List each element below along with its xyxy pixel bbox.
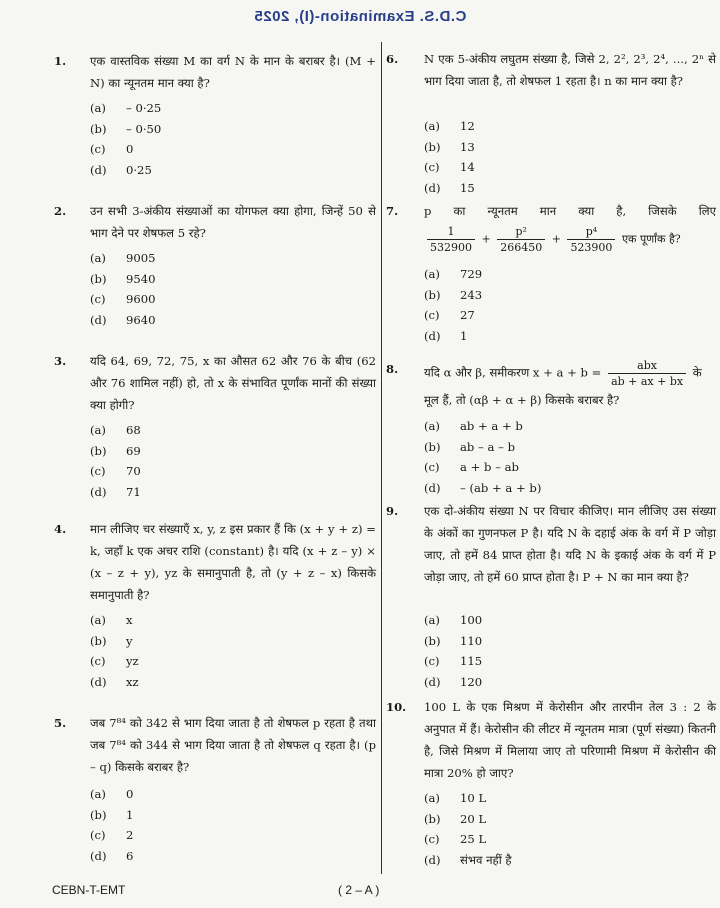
option-b[interactable]: (b) – 0·50	[90, 121, 162, 136]
option-a[interactable]: (a) 0	[90, 787, 134, 801]
fraction-expression: $\frac{1}{532900}$ + $\frac{\text{p²}}{266450}$ + $\frac{\text{p⁴}}{523900}$ एक पूर्णांक है?	[424, 224, 716, 255]
question-text: 100 L के एक मिश्रण में केरोसीन और तारपीन तेल 3 : 2 के अनुपात में हैं। केरोसीन की लीटर में न्यूनतम मात्रा (पूर्ण संख्या) कितनी है, जिसे मिश्रण में मिलाया जाए तो परिणामी मिश्रण में केरोसीन की मात्रा 20% हो जाए?	[424, 700, 716, 780]
option-b[interactable]: (b) 243	[424, 287, 483, 302]
option-d[interactable]: (d) 9640	[90, 312, 156, 327]
option-a[interactable]: (a) – 0·25	[90, 101, 162, 115]
question-number: 9.	[386, 504, 399, 518]
option-c[interactable]: (c) a + b – ab	[424, 460, 519, 474]
options-list	[424, 416, 541, 498]
option-b[interactable]: (b) y	[90, 633, 133, 648]
option-b[interactable]: (b) 13	[424, 139, 475, 154]
options-list	[90, 98, 161, 180]
option-a[interactable]: (a) 10 L	[424, 791, 487, 805]
fraction: $\frac{\text{abx}}{ab + ax + bx}$	[608, 358, 686, 389]
option-d[interactable]: (d) – (ab + a + b)	[424, 480, 542, 495]
page-number: ( 2 – A )	[338, 883, 380, 897]
question-number: 1.	[54, 54, 67, 68]
options-list	[424, 264, 482, 346]
option-a[interactable]: (a) 100	[424, 613, 483, 627]
option-d[interactable]: (d) 71	[90, 484, 141, 499]
option-c[interactable]: (c) 14	[424, 160, 475, 174]
question-text: मान लीजिए चर संख्याएँ x, y, z इस प्रकार हैं कि (x + y + z) = k, जहाँ k एक अचर राशि (constant) है। यदि (x + z – y) × (x – z + y), yz के समानुपाती है, तो (y + z – x) किसके समानुपाती है?	[90, 522, 376, 602]
question-text: एक वास्तविक संख्या M का वर्ग N के मान के बराबर है। (M + N) का न्यूनतम मान क्या है?	[90, 54, 376, 90]
options-list	[90, 610, 139, 692]
option-d[interactable]: (d) 15	[424, 180, 475, 195]
option-d[interactable]: (d) 1	[424, 328, 468, 343]
option-a[interactable]: (a) x	[90, 613, 133, 627]
option-d[interactable]: (d) 120	[424, 674, 483, 689]
fraction: $\frac{\text{p⁴}}{523900}$	[567, 224, 615, 255]
question-text-line: मूल हैं, तो (αβ + α + β) किसके बराबर है?	[424, 393, 620, 407]
option-a[interactable]: (a) 9005	[90, 251, 156, 265]
options-list	[90, 784, 133, 866]
question-text-line: p का न्यूनतम मान क्या है, जिसके लिए	[424, 204, 716, 218]
option-c[interactable]: (c) 27	[424, 308, 475, 322]
option-b[interactable]: (b) 1	[90, 807, 134, 822]
question-text: एक दो-अंकीय संख्या N पर विचार कीजिए। मान लीजिए उस संख्या के अंकों का गुणनफल P है। यदि N के दहाई अंक के वर्ग में P जोड़ा जाए, तो हमें 84 प्राप्त होता है। यदि N के इकाई अंक के वर्ग में P जोड़ा जाए, तो हमें 60 प्राप्त होता है। P + N का मान क्या है?	[424, 504, 716, 584]
option-c[interactable]: (c) 9600	[90, 292, 156, 306]
exam-header	[0, 8, 720, 25]
option-c[interactable]: (c) 115	[424, 654, 483, 668]
question-number: 4.	[54, 522, 67, 536]
option-a[interactable]: (a) 12	[424, 119, 475, 133]
question-text	[424, 200, 716, 255]
question-text: यदि 64, 69, 72, 75, x का औसत 62 और 76 के बीच (62 और 76 शामिल नहीं) हो, तो x के संभावित पूर्णांक मानों की संख्या क्या होगी?	[90, 354, 376, 412]
option-a[interactable]: (a) ab + a + b	[424, 419, 523, 433]
option-d[interactable]: (d) xz	[90, 674, 139, 689]
options-list	[424, 788, 512, 870]
option-c[interactable]: (c) 2	[90, 828, 134, 842]
question-number: 10.	[386, 700, 407, 714]
option-b[interactable]: (b) 110	[424, 633, 483, 648]
option-a[interactable]: (a) 68	[90, 423, 141, 437]
option-b[interactable]: (b) 9540	[90, 271, 156, 286]
options-list	[90, 420, 141, 502]
option-d[interactable]: (d) 0·25	[90, 162, 152, 177]
question-text: जब 7⁸⁴ को 342 से भाग दिया जाता है तो शेषफल p रहता है तथा जब 7⁸⁴ को 344 से भाग दिया जाता है तो शेषफल q रहता है। (p – q) किसके बराबर है?	[90, 716, 376, 774]
fraction-expression: यदि α और β, समीकरण x + a + b = $\frac{\text{abx}}{ab + ax + bx}$ के	[424, 359, 702, 388]
question-number: 3.	[54, 354, 67, 368]
option-b[interactable]: (b) 69	[90, 443, 141, 458]
question-text: N एक 5-अंकीय लघुतम संख्या है, जिसे 2, 2², 2³, 2⁴, ..., 2ⁿ से भाग दिया जाता है, तो शेषफल 1 रहता है। n का मान क्या है?	[424, 52, 716, 88]
column-divider	[381, 42, 382, 874]
option-c[interactable]: (c) 0	[90, 142, 134, 156]
option-a[interactable]: (a) 729	[424, 267, 483, 281]
option-b[interactable]: (b) ab – a – b	[424, 439, 516, 454]
question-text: उन सभी 3-अंकीय संख्याओं का योगफल क्या होगा, जिन्हें 50 से भाग देने पर शेषफल 5 रहे?	[90, 204, 376, 240]
question-number: 6.	[386, 52, 399, 66]
option-b[interactable]: (b) 20 L	[424, 811, 487, 826]
question-number: 7.	[386, 204, 399, 218]
option-c[interactable]: (c) 25 L	[424, 832, 487, 846]
options-list	[90, 248, 156, 330]
question-number: 8.	[386, 362, 399, 376]
question-number: 5.	[54, 716, 67, 730]
question-number: 2.	[54, 204, 67, 218]
option-d[interactable]: (d) 6	[90, 848, 134, 863]
option-c[interactable]: (c) yz	[90, 654, 139, 668]
question-text	[424, 358, 716, 411]
paper-code: CEBN-T-EMT	[52, 883, 126, 897]
exam-title: C.D.S. Examination-(I), 2025	[253, 8, 467, 25]
options-list	[424, 610, 482, 692]
option-c[interactable]: (c) 70	[90, 464, 141, 478]
options-list	[424, 116, 475, 198]
fraction: $\frac{1}{532900}$	[427, 224, 475, 255]
option-d[interactable]: (d) संभव नहीं है	[424, 852, 512, 867]
fraction: $\frac{\text{p²}}{266450}$	[497, 224, 545, 255]
